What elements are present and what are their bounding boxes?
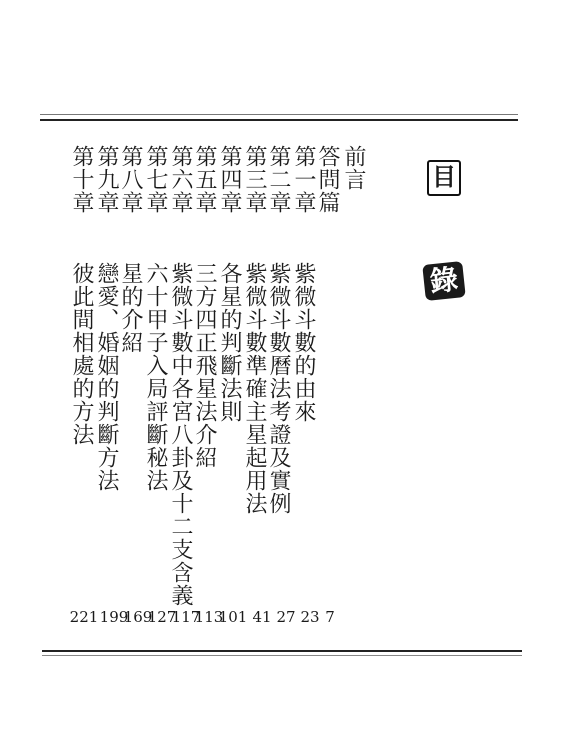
bottom-rule bbox=[42, 650, 522, 652]
chapter-7-title: 第七章 bbox=[143, 145, 168, 214]
chapter-1-title: 第一章 bbox=[291, 145, 316, 214]
page-number: 117 bbox=[171, 608, 201, 626]
chapter-1-subtitle: 紫微斗數的由來 bbox=[291, 262, 316, 423]
chapter-9-title: 第九章 bbox=[94, 145, 119, 214]
chapter-5-subtitle: 三方四正飛星法介紹 bbox=[192, 262, 217, 469]
chapter-4-title: 第四章 bbox=[217, 145, 242, 214]
page-number: 113 bbox=[194, 608, 224, 626]
chapter-8-title: 第八章 bbox=[118, 145, 143, 214]
top-thin-rule bbox=[40, 114, 518, 115]
chapter-preface: 前言 bbox=[341, 145, 366, 191]
chapter-6-subtitle: 紫微斗數中各宮八卦及十二支含義 bbox=[168, 262, 193, 607]
page-number: 199 bbox=[99, 608, 129, 626]
chapter-9-subtitle: 戀愛、婚姻的判斷方法 bbox=[94, 262, 119, 492]
chapter-2-title: 第二章 bbox=[266, 145, 291, 214]
page-number: 101 bbox=[218, 608, 248, 626]
page-number: 23 bbox=[300, 608, 320, 626]
chapter-qa: 答問篇 bbox=[315, 145, 340, 214]
chapter-3-subtitle: 紫微斗數準確主星起用法 bbox=[242, 262, 267, 515]
page-number: 169 bbox=[123, 608, 153, 626]
chapter-10-title: 第十章 bbox=[69, 145, 94, 214]
page-number: 221 bbox=[69, 608, 99, 626]
page-number: 27 bbox=[276, 608, 296, 626]
chapter-4-subtitle: 各星的判斷法則 bbox=[217, 262, 242, 423]
page-number: 127 bbox=[147, 608, 177, 626]
heading-mu-char: 目 bbox=[427, 160, 461, 196]
page-number: 7 bbox=[325, 608, 335, 626]
chapter-3-title: 第三章 bbox=[242, 145, 267, 214]
page-number-row bbox=[0, 608, 562, 632]
heading-lu-char: 錄 bbox=[422, 261, 466, 301]
chapter-7-subtitle: 六十甲子入局評斷秘法 bbox=[143, 262, 168, 492]
bottom-thin-rule bbox=[42, 655, 522, 656]
chapter-10-subtitle: 彼此間相處的方法 bbox=[69, 262, 94, 446]
chapter-6-title: 第六章 bbox=[168, 145, 193, 214]
page-number: 41 bbox=[252, 608, 272, 626]
chapter-5-title: 第五章 bbox=[192, 145, 217, 214]
top-rule bbox=[40, 119, 518, 121]
chapter-8-subtitle: 星的介紹 bbox=[118, 262, 143, 354]
chapter-2-subtitle: 紫微斗數曆法考證及實例 bbox=[266, 262, 291, 515]
